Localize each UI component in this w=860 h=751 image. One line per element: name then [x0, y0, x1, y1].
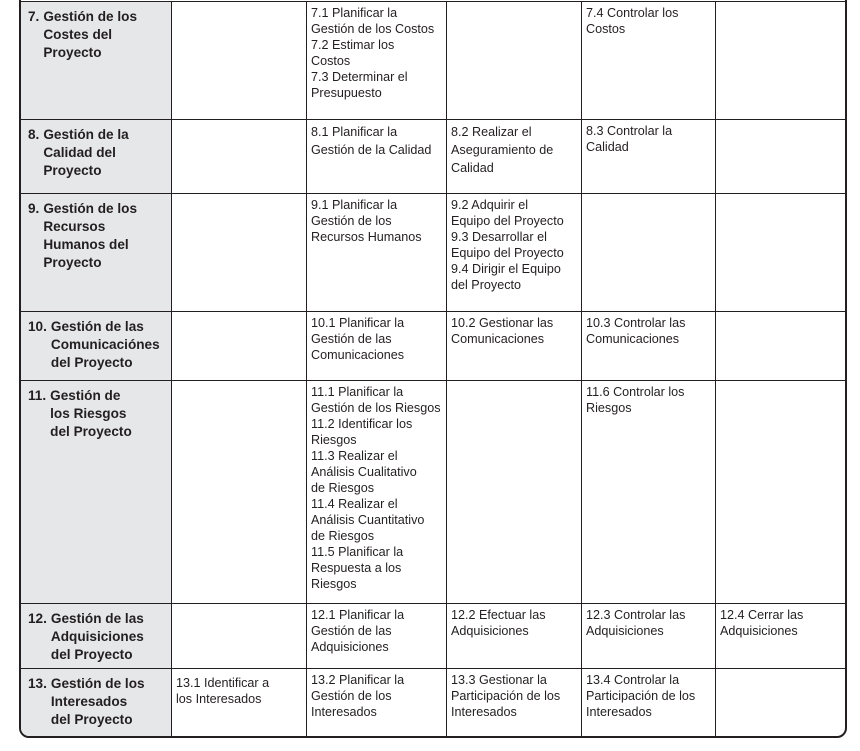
- knowledge-area-cell: 10. Gestión de las Comunicaciónes del Proyecto: [20, 312, 172, 381]
- executing-cell: [447, 381, 582, 604]
- initiating-cell: [172, 194, 307, 312]
- monitoring-controlling-cell: 13.4 Controlar la Participación de los Interesados: [582, 669, 716, 737]
- planning-cell: 7.1 Planificar la Gestión de los Costos 7.2 Estimar los Costos 7.3 Determinar el Presupuesto: [307, 2, 447, 120]
- executing-cell: [447, 2, 582, 120]
- closing-cell: [716, 381, 848, 604]
- executing-cell: 10.2 Gestionar las Comunicaciones: [447, 312, 582, 381]
- knowledge-area-cell: 12. Gestión de las Adquisiciones del Proyecto: [20, 604, 172, 669]
- knowledge-area-cell: 7. Gestión de los Costes del Proyecto: [20, 2, 172, 120]
- table-row-12: [20, 604, 848, 669]
- planning-cell: 10.1 Planificar la Gestión de las Comunicaciones: [307, 312, 447, 381]
- monitoring-controlling-cell: 11.6 Controlar los Riesgos: [582, 381, 716, 604]
- initiating-cell: 13.1 Identificar a los Interesados: [172, 669, 307, 737]
- monitoring-controlling-cell: [582, 194, 716, 312]
- closing-cell: [716, 2, 848, 120]
- initiating-cell: [172, 2, 307, 120]
- monitoring-controlling-cell: 12.3 Controlar las Adquisiciones: [582, 604, 716, 669]
- executing-cell: 13.3 Gestionar la Participación de los Interesados: [447, 669, 582, 737]
- knowledge-area-cell: 13. Gestión de los Interesados del Proyecto: [20, 669, 172, 737]
- process-table-frame: [19, 0, 847, 738]
- closing-cell: [716, 120, 848, 194]
- knowledge-area-cell: 9. Gestión de los Recursos Humanos del Proyecto: [20, 194, 172, 312]
- planning-cell: 11.1 Planificar la Gestión de los Riesgos 11.2 Identificar los Riesgos 11.3 Realizar el Análisis Cualitativo de Riesgos 11.4 Realizar el Análisis Cuantitativo de Riesgos 11.5 Planificar la Respuesta a los Riesgos: [307, 381, 447, 604]
- monitoring-controlling-cell: 10.3 Controlar las Comunicaciones: [582, 312, 716, 381]
- planning-cell: 12.1 Planificar la Gestión de las Adquisiciones: [307, 604, 447, 669]
- table-row-8: [20, 120, 848, 194]
- executing-cell: 12.2 Efectuar las Adquisiciones: [447, 604, 582, 669]
- table-row-10: [20, 312, 848, 381]
- planning-cell: 8.1 Planificar la Gestión de la Calidad: [307, 120, 447, 194]
- table-row-13: [20, 669, 848, 737]
- table-row-11: [20, 381, 848, 604]
- executing-cell: 9.2 Adquirir el Equipo del Proyecto 9.3 Desarrollar el Equipo del Proyecto 9.4 Dirigir el Equipo del Proyecto: [447, 194, 582, 312]
- initiating-cell: [172, 120, 307, 194]
- knowledge-area-cell: 11. Gestión de los Riesgos del Proyecto: [20, 381, 172, 604]
- closing-cell: [716, 669, 848, 737]
- planning-cell: 13.2 Planificar la Gestión de los Interesados: [307, 669, 447, 737]
- knowledge-area-cell: 8. Gestión de la Calidad del Proyecto: [20, 120, 172, 194]
- table-row-7: [20, 2, 848, 120]
- process-groups-table: [19, 1, 847, 737]
- monitoring-controlling-cell: 8.3 Controlar la Calidad: [582, 120, 716, 194]
- executing-cell: 8.2 Realizar el Aseguramiento de Calidad: [447, 120, 582, 194]
- initiating-cell: [172, 381, 307, 604]
- monitoring-controlling-cell: 7.4 Controlar los Costos: [582, 2, 716, 120]
- planning-cell: 9.1 Planificar la Gestión de los Recursos Humanos: [307, 194, 447, 312]
- initiating-cell: [172, 312, 307, 381]
- closing-cell: [716, 312, 848, 381]
- initiating-cell: [172, 604, 307, 669]
- closing-cell: [716, 194, 848, 312]
- closing-cell: 12.4 Cerrar las Adquisiciones: [716, 604, 848, 669]
- table-row-9: [20, 194, 848, 312]
